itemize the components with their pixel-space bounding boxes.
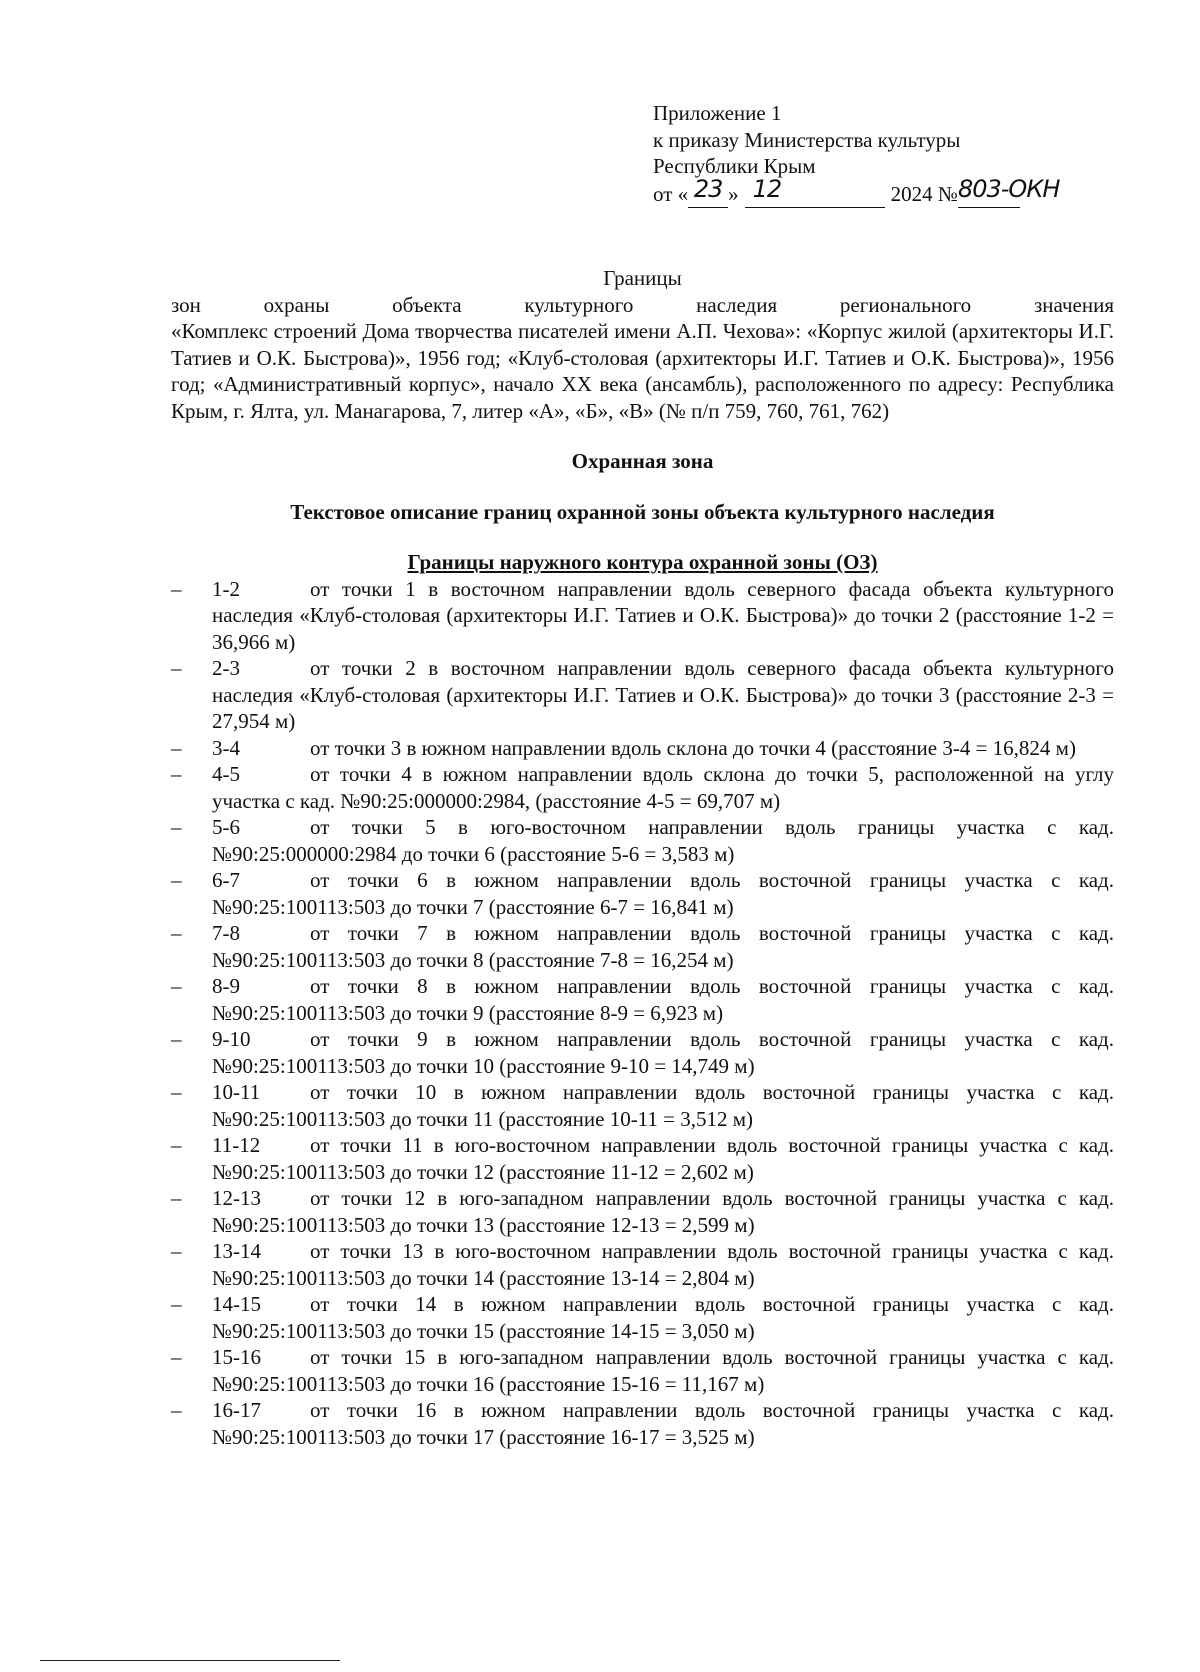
segment-code: 3-4: [212, 735, 240, 760]
appendix-line-2: к приказу Министерства культуры: [653, 127, 961, 152]
intro-paragraph: «Комплекс строений Дома творчества писателей имени А.П. Чехова»: «Корпус жилой (архитекторы И.Г. Татиев и О.К. Быстрова)», 1956 год; «Клуб-столовая (архитекторы И.Г. Татиев и О.К. Быстрова)», 1956 год; «Административный корпус», начало XX века (ансамбль), расположенного по адресу: Республика Крым, г. Ялта, ул. Манагарова, 7, литер «А», «Б», «В» (№ п/п 759, 760, 761, 762): [171, 319, 1114, 423]
segment-description: от точки 15 в юго-западном направлении вдоль восточной границы участка с кад. №90:25:100113:503 до точки 16 (расстояние 15-16 = 11,167 м): [212, 1345, 1114, 1396]
list-item-body: [212, 576, 1114, 656]
list-dash: –: [171, 1239, 182, 1263]
list-item: [171, 576, 1114, 656]
list-item-body: [212, 1185, 1114, 1238]
list-dash: –: [171, 1292, 182, 1316]
date-month-field: [745, 174, 885, 209]
segment-description: от точки 10 в южном направлении вдоль восточной границы участка с кад. №90:25:100113:503 до точки 11 (расстояние 10-11 = 3,512 м): [212, 1080, 1114, 1131]
segment-code: 14-15: [212, 1292, 261, 1316]
segment-description: от точки 4 в южном направлении вдоль склона до точки 5, расположенной на углу участка с кад. №90:25:000000:2984, (расстояние 4-5 = 69,707 м): [212, 762, 1114, 813]
segment-description: от точки 11 в юго-восточном направлении вдоль восточной границы участка с кад. №90:25:100113:503 до точки 12 (расстояние 11-12 = 2,602 м): [212, 1133, 1114, 1184]
list-item-body: [212, 761, 1114, 814]
date-day-field: [688, 174, 728, 209]
list-item-body: [212, 1132, 1114, 1185]
appendix-line-3: Республики Крым: [653, 154, 816, 178]
segment-code: 8-9: [212, 974, 240, 998]
order-number-field: [957, 174, 1060, 209]
list-item: [171, 973, 1114, 1026]
list-dash: –: [171, 735, 182, 760]
segment-description: от точки 7 в южном направлении вдоль восточной границы участка с кад. №90:25:100113:503 до точки 8 (расстояние 7-8 = 16,254 м): [212, 921, 1114, 972]
handwritten-order-number: 803-ОКН: [957, 174, 1060, 203]
list-item: [171, 1132, 1114, 1185]
segment-code: 4-5: [212, 762, 240, 786]
list-item-body: [212, 1397, 1114, 1450]
list-item: [171, 920, 1114, 973]
list-dash: –: [171, 921, 182, 945]
segment-code: 2-3: [212, 656, 240, 680]
list-dash: –: [171, 1027, 182, 1051]
list-dash: –: [171, 974, 182, 998]
date-mid: »: [728, 181, 739, 206]
appendix-block: [653, 100, 1173, 206]
list-item: [171, 1079, 1114, 1132]
segment-description: от точки 5 в юго-восточном направлении вдоль границы участка с кад. №90:25:000000:2984 до точки 6 (расстояние 5-6 = 3,583 м): [212, 815, 1114, 866]
list-item-body: [212, 867, 1114, 920]
document-title: Границы: [603, 266, 682, 290]
segment-code: 7-8: [212, 921, 240, 945]
appendix-date-line: [653, 174, 1173, 207]
segment-code: 11-12: [212, 1133, 261, 1157]
segment-description: от точки 1 в восточном направлении вдоль северного фасада объекта культурного наследия «Клуб-столовая (архитекторы И.Г. Татиев и О.К. Быстрова)» до точки 2 (расстояние 1-2 = 36,966 м): [212, 576, 1114, 654]
list-item: [171, 1397, 1114, 1450]
list-item-body: [212, 1344, 1114, 1397]
segment-description: от точки 3 в южном направлении вдоль склона до точки 4 (расстояние 3-4 = 16,824 м): [310, 735, 1076, 760]
segment-description: от точки 12 в юго-западном направлении вдоль восточной границы участка с кад. №90:25:100113:503 до точки 13 (расстояние 12-13 = 2,599 м): [212, 1186, 1114, 1237]
list-item: [171, 814, 1114, 867]
segment-code: 9-10: [212, 1027, 251, 1051]
list-dash: –: [171, 656, 182, 680]
segment-description: от точки 9 в южном направлении вдоль восточной границы участка с кад. №90:25:100113:503 до точки 10 (расстояние 9-10 = 14,749 м): [212, 1027, 1114, 1078]
heading-zone: Охранная зона: [571, 449, 714, 473]
list-dash: –: [171, 1398, 182, 1422]
list-dash: –: [171, 762, 182, 786]
segment-code: 6-7: [212, 868, 240, 892]
appendix-line-1: Приложение 1: [653, 101, 782, 125]
boundary-list: [171, 576, 1114, 1451]
list-item-body: [212, 1238, 1114, 1291]
segment-code: 12-13: [212, 1186, 261, 1210]
list-item: [171, 761, 1114, 814]
segment-code: 15-16: [212, 1345, 261, 1369]
segment-code: 5-6: [212, 815, 240, 839]
list-item-body: [212, 735, 1114, 762]
list-dash: –: [171, 815, 182, 839]
list-item: [171, 1185, 1114, 1238]
list-dash: –: [171, 576, 182, 601]
footnote-separator: [40, 1660, 340, 1661]
date-prefix: от «: [653, 181, 689, 206]
list-dash: –: [171, 868, 182, 892]
handwritten-day: 23: [693, 174, 723, 203]
list-dash: –: [171, 1345, 182, 1369]
segment-description: от точки 8 в южном направлении вдоль восточной границы участка с кад. №90:25:100113:503 до точки 9 (расстояние 8-9 = 6,923 м): [212, 974, 1114, 1025]
list-item-body: [212, 655, 1114, 735]
segment-code: 13-14: [212, 1239, 261, 1263]
date-year: 2024 №: [890, 181, 958, 206]
handwritten-month: 12: [752, 174, 782, 203]
list-dash: –: [171, 1080, 182, 1104]
segment-code: 10-11: [212, 1080, 261, 1104]
list-item: [171, 1291, 1114, 1344]
segment-description: от точки 6 в южном направлении вдоль восточной границы участка с кад. №90:25:100113:503 до точки 7 (расстояние 6-7 = 16,841 м): [212, 868, 1114, 919]
document-body: [171, 265, 1114, 1450]
segment-description: от точки 16 в южном направлении вдоль восточной границы участка с кад. №90:25:100113:503 до точки 17 (расстояние 16-17 = 3,525 м): [212, 1398, 1114, 1449]
segment-code: 1-2: [212, 576, 240, 601]
segment-description: от точки 13 в юго-восточном направлении вдоль восточной границы участка с кад. №90:25:100113:503 до точки 14 (расстояние 13-14 = 2,804 м): [212, 1239, 1114, 1290]
list-item: [171, 1026, 1114, 1079]
list-item-body: [212, 1079, 1114, 1132]
intro-first-line: зон охраны объекта культурного наследия регионального значения: [171, 292, 1114, 317]
list-item: [171, 735, 1114, 762]
list-item-body: [212, 1291, 1114, 1344]
list-item-body: [212, 1026, 1114, 1079]
list-item: [171, 1238, 1114, 1291]
segment-description: от точки 14 в южном направлении вдоль восточной границы участка с кад. №90:25:100113:503 до точки 15 (расстояние 14-15 = 3,050 м): [212, 1292, 1114, 1343]
list-dash: –: [171, 1133, 182, 1157]
list-item-body: [212, 973, 1114, 1026]
list-item-body: [212, 920, 1114, 973]
list-item: [171, 1344, 1114, 1397]
list-item: [171, 867, 1114, 920]
heading-description: Текстовое описание границ охранной зоны объекта культурного наследия: [290, 499, 995, 524]
heading-contour: Границы наружного контура охранной зоны (ОЗ): [407, 550, 878, 574]
segment-code: 16-17: [212, 1398, 261, 1422]
list-item-body: [212, 814, 1114, 867]
list-dash: –: [171, 1186, 182, 1210]
list-item: [171, 655, 1114, 735]
segment-description: от точки 2 в восточном направлении вдоль северного фасада объекта культурного наследия «Клуб-столовая (архитекторы И.Г. Татиев и О.К. Быстрова)» до точки 3 (расстояние 2-3 = 27,954 м): [212, 656, 1114, 733]
